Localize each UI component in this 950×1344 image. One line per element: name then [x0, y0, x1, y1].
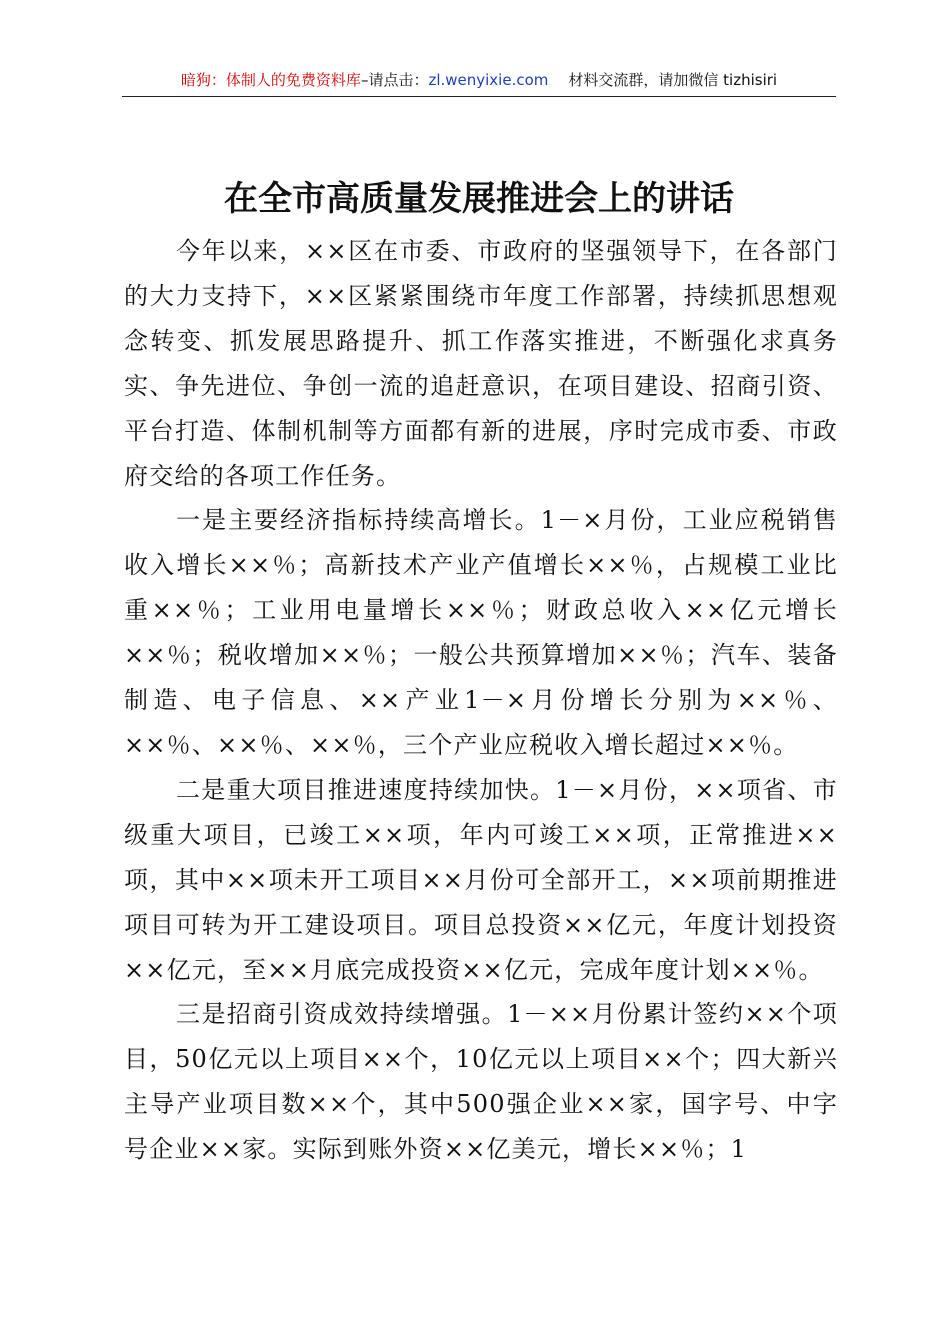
header-wechat-note: 材料交流群，请加微信 tizhisiri [568, 71, 778, 89]
header-site-name: 暗狗：体制人的免费资料库 [180, 71, 361, 89]
paragraph-economic-indicators: 一是主要经济指标持续高增长。1－×月份，工业应税销售收入增长××％；高新技术产业产值增长××％，占规模工业比重××％；工业用电量增长××％；财政总收入××亿元增长××％；税收增加××％；一般公共预算增加××％；汽车、装备制造、电子信息、××产业1－×月份增长分别为××％、××％、××％、××％，三个产业应税收入增长超过××％。 [124, 506, 838, 759]
document-title: 在全市高质量发展推进会上的讲话 [224, 178, 734, 219]
document-body [124, 229, 838, 1172]
page-header [122, 70, 836, 97]
paragraph-intro: 今年以来，××区在市委、市政府的坚强领导下，在各部门的大力支持下，××区紧紧围绕市年度工作部署，持续抓思想观念转变、抓发展思路提升、抓工作落实推进，不断强化求真务实、争先进位、争创一流的追赶意识，在项目建设、招商引资、平台打造、体制机制等方面都有新的进展，序时完成市委、市政府交给的各项工作任务。 [124, 237, 838, 490]
header-click-prompt: –请点击： [360, 71, 429, 89]
header-url-link[interactable]: zl.wenyixie.com [428, 71, 549, 89]
paragraph-major-projects: 二是重大项目推进速度持续加快。1－×月份，××项省、市级重大项目，已竣工××项，年内可竣工××项，正常推进××项，其中××项未开工项目××月份可全部开工，××项前期推进项目可转为开工建设项目。项目总投资××亿元，年度计划投资××亿元，至××月底完成投资××亿元，完成年度计划××％。 [124, 775, 838, 984]
paragraph-investment-attraction: 三是招商引资成效持续增强。1－××月份累计签约××个项目，50亿元以上项目××个，10亿元以上项目××个；四大新兴主导产业项目数××个，其中500强企业××家，国字号、中字号企业××家。实际到账外资××亿美元，增长××％；1 [124, 1000, 838, 1164]
